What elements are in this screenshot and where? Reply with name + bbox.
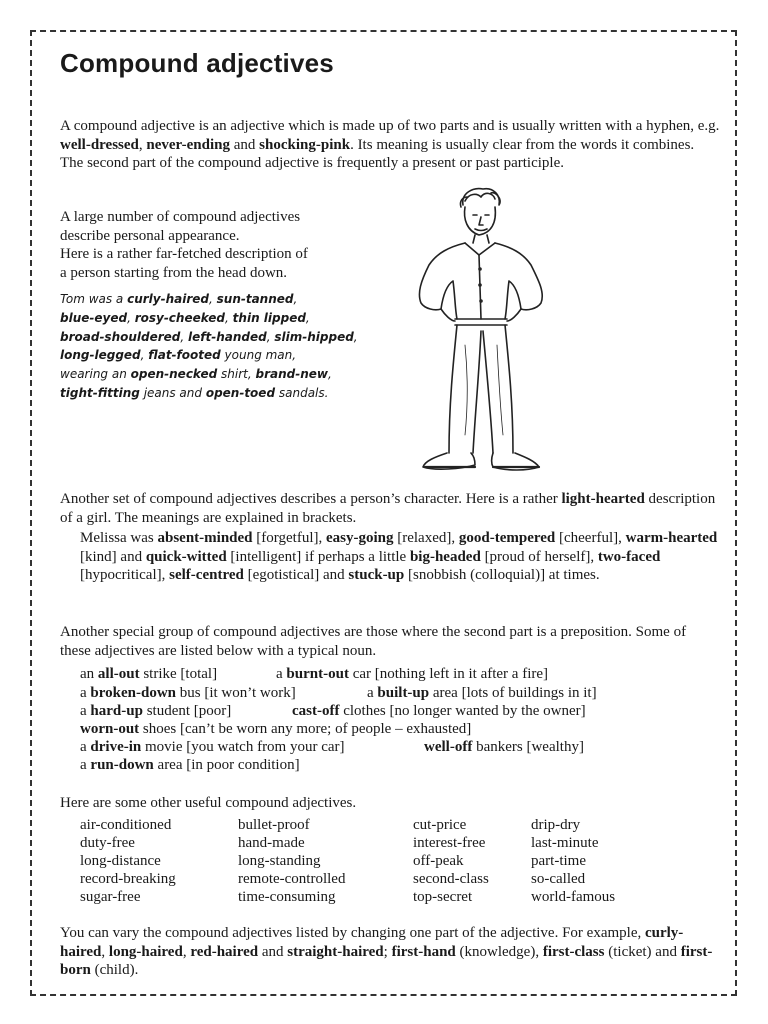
man-illustration <box>395 185 575 480</box>
preposition-paragraph: Another special group of compound adjectives are those where the second part is a preposition. Some of these adjectives are listed below with a typical noun. <box>60 624 687 659</box>
list-item: drip-dry <box>531 817 581 833</box>
list-item: a built-up area [lots of buildings in it] <box>367 685 597 701</box>
list-item: air-conditioned <box>80 817 172 833</box>
tom-description: Tom was a curly-haired, sun-tanned, blue-eyed, rosy-cheeked, thin lipped, broad-shouldered, left-handed, slim-hipped, long-legged, flat-footed young man, wearing an open-necked shirt, brand-new, tight-fitting jeans and open-toed sandals. <box>60 292 358 400</box>
useful-column-3 <box>413 816 489 906</box>
useful-column-2 <box>238 816 345 906</box>
useful-column-1 <box>80 816 176 906</box>
character-paragraph: Another set of compound adjectives describes a person’s character. Here is a rather light-hearted description of a girl. The meanings are explained in brackets. <box>60 491 716 526</box>
page-title: Compound adjectives <box>60 48 334 78</box>
list-item: interest-free <box>413 835 486 851</box>
list-item: remote-controlled <box>238 871 346 887</box>
list-item: world-famous <box>531 889 616 905</box>
list-item: cut-price <box>413 817 467 833</box>
useful-intro: Here are some other useful compound adjectives. <box>60 795 357 811</box>
list-item: last-minute <box>531 835 599 851</box>
list-item: a burnt-out car [nothing left in it after a fire] <box>276 666 549 682</box>
list-item: a hard-up student [poor] <box>80 703 232 719</box>
vary-paragraph: You can vary the compound adjectives listed by changing one part of the adjective. For example, curly-haired, long-haired, red-haired and straight-haired; first-hand (knowledge), first-class (ticket) and first-born (child). <box>60 925 713 978</box>
list-item: top-secret <box>413 889 473 905</box>
list-item: a broken-down bus [it won’t work] <box>80 685 296 701</box>
list-item: time-consuming <box>238 889 336 905</box>
list-item: cast-off clothes [no longer wanted by the owner] <box>292 703 586 719</box>
melissa-description: Melissa was absent-minded [forgetful], easy-going [relaxed], good-tempered [cheerful], warm-hearted [kind] and quick-witted [intelligent] if perhaps a little big-headed [proud of herself], two-faced [hypocritical], self-centred [egotistical] and stuck-up [snobbish (colloquial)] at times. <box>80 530 718 583</box>
list-item: off-peak <box>413 853 464 869</box>
list-item: bullet-proof <box>238 817 310 833</box>
list-item: part-time <box>531 853 586 869</box>
appearance-paragraph: A large number of compound adjectives describe personal appearance. Here is a rather far-fetched description of a person starting from the head down. <box>60 209 308 281</box>
list-item: worn-out shoes [can’t be worn any more; of people – exhausted] <box>80 721 472 737</box>
list-item: long-standing <box>238 853 321 869</box>
list-item: a run-down area [in poor condition] <box>80 757 300 773</box>
list-item: so-called <box>531 871 586 887</box>
useful-column-4 <box>531 816 615 906</box>
list-item: sugar-free <box>80 889 141 905</box>
list-item: a drive-in movie [you watch from your car] <box>80 739 345 755</box>
list-item: record-breaking <box>80 871 176 887</box>
list-item: well-off bankers [wealthy] <box>424 739 584 755</box>
list-item: an all-out strike [total] <box>80 666 218 682</box>
list-item: duty-free <box>80 835 135 851</box>
list-item: long-distance <box>80 853 161 869</box>
list-item: second-class <box>413 871 489 887</box>
list-item: hand-made <box>238 835 305 851</box>
intro-paragraph: A compound adjective is an adjective which is made up of two parts and is usually written with a hyphen, e.g. well-dressed, never-ending and shocking-pink. Its meaning is usually clear from the words it combines. The second part of the compound adjective is frequently a present or past participle. <box>60 118 720 171</box>
